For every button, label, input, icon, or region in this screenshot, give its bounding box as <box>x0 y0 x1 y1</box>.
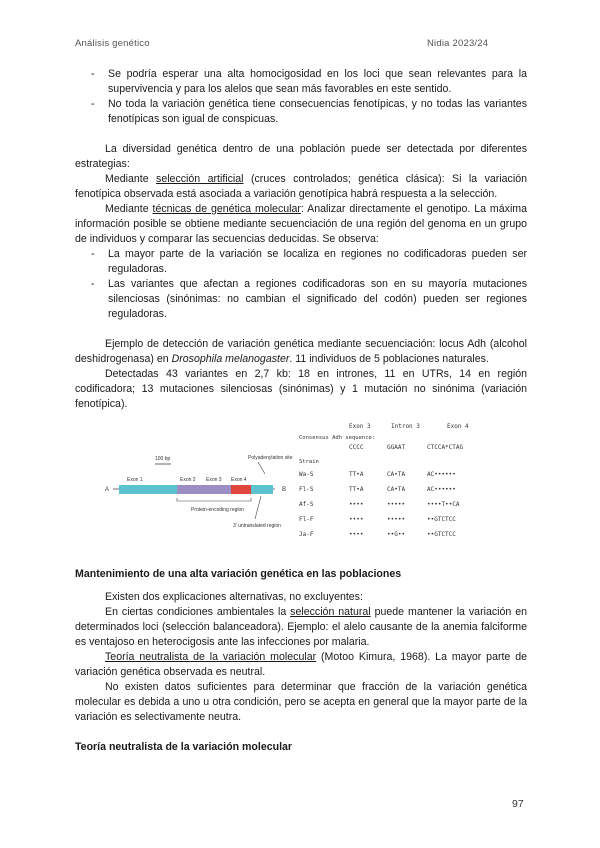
seq-row-strain: Fl-S <box>299 486 314 493</box>
seq-row-col1: TT•A <box>349 471 364 478</box>
seq-row-col2: CA•TA <box>387 471 406 478</box>
section-heading-maintenance: Mantenimiento de una alta variación genética en las poblaciones <box>75 568 402 580</box>
scale-label: 100 bp <box>155 456 171 462</box>
paragraph-detected: Detectadas 43 variantes en 2,7 kb: 18 en intrones, 11 en UTRs, 14 en región codificadora; 13 mutaciones silenciosas (sinónimas) y 1 mutación no sinónima (variación fenotípica). <box>75 368 527 410</box>
seq-group-exon4: Exon 4 <box>447 423 469 430</box>
seq-consensus-col1: CCCC <box>349 444 364 451</box>
seq-row-col2: ••G•• <box>387 531 406 538</box>
seq-row-col3: ••GTCTCC <box>427 516 456 523</box>
adh-figure <box>75 419 527 567</box>
utr-region <box>251 485 273 494</box>
exon-2-region <box>177 485 205 494</box>
seq-row <box>299 531 456 538</box>
seq-row-col3: AC•••••• <box>427 486 456 493</box>
protein-label: Protein-encoding region <box>191 507 245 513</box>
seq-row <box>299 501 460 508</box>
utr-pointer <box>255 496 261 519</box>
seq-consensus-col3: CTCCA*CTAG <box>427 444 464 451</box>
seq-row <box>299 486 456 493</box>
exon-2-label: Exon 2 <box>180 477 196 483</box>
page-number: 97 <box>512 798 524 810</box>
list-item: - La mayor parte de la variación se localiza en regiones no codificadoras pueden ser reguladoras. <box>91 248 527 275</box>
seq-row <box>299 516 456 523</box>
page-content <box>75 67 527 755</box>
paragraph-artificial: Mediante selección artificial (cruces controlados; genética clásica): Si la variación fenotípica observada está asociada a variación genotípica habrá respuesta a la selección. <box>75 173 527 200</box>
exon-4-label: Exon 4 <box>231 477 247 483</box>
seq-row-col3: AC•••••• <box>427 471 456 478</box>
gene-diagram <box>105 455 293 529</box>
paragraph-molecular: Mediante técnicas de genética molecular: Analizar directamente el genotipo. La máxima información posible se obtiene mediante secuenciación de una región del genoma en un grupo de individuos y comparar las secuencias deducidas. Se observa: <box>75 203 528 245</box>
seq-row-strain: Wa-S <box>299 471 314 478</box>
list-item: - No toda la variación genética tiene consecuencias fenotípicas, y no todas las variantes fenotípicas son igual de conspicuas. <box>91 98 527 125</box>
utr-label: 3' untranslated region <box>233 523 281 529</box>
paragraph-insufficient: No existen datos suficientes para determinar que fracción de la variación genética molecular es debida a uno u otra condición, pero se acepta en general que la mayor parte de la variación es selectivamente neutra. <box>75 681 527 723</box>
seq-consensus-label: Consensus Adh sequence: <box>299 435 376 441</box>
exon-4-region <box>231 485 251 494</box>
section-heading-neutral-theory: Teoría neutralista de la variación molecular <box>75 741 293 753</box>
seq-row-col1: •••• <box>349 501 364 508</box>
term-natural-selection: selección natural <box>290 606 371 618</box>
sequence-table <box>299 423 469 538</box>
seq-row-col1: TT•A <box>349 486 364 493</box>
seq-group-intron3: Intron 3 <box>391 423 420 430</box>
exon-1-label: Exon 1 <box>127 477 143 483</box>
seq-row-strain: Fl-F <box>299 516 314 523</box>
paragraph-example: Ejemplo de detección de variación genética mediante secuenciación: locus Adh (alcohol deshidrogenasa) en Drosophila melanogaster. 11 individuos de 5 poblaciones naturales. <box>75 338 527 365</box>
seq-row-col3: ••••T••CA <box>427 501 460 508</box>
header-left: Análisis genético <box>75 38 150 49</box>
seq-row-col2: ••••• <box>387 516 406 523</box>
seq-row-strain: Af-S <box>299 501 314 508</box>
paragraph-natural: En ciertas condiciones ambientales la selección natural puede mantener la variación en determinados loci (selección balanceadora). Ejemplo: el alelo causante de la anemia falciforme es ventajoso en heterocigosis ante las infecciones por malaria. <box>75 606 527 648</box>
seq-row-col1: •••• <box>349 516 364 523</box>
seq-group-exon3: Exon 3 <box>349 423 371 430</box>
polyA-pointer <box>258 462 265 474</box>
adh-figure-svg <box>75 419 527 567</box>
term-neutral-theory: Teoría neutralista de la variación molecular <box>105 651 317 663</box>
seq-row-col2: CA•TA <box>387 486 406 493</box>
seq-row-col2: ••••• <box>387 501 406 508</box>
exon-1-region <box>119 485 177 494</box>
term-artificial-selection: selección artificial <box>156 173 244 185</box>
paragraph-neutral: Teoría neutralista de la variación molecular (Motoo Kimura, 1968). La mayor parte de variación genética observada es neutral. <box>75 651 527 678</box>
seq-row <box>299 471 456 478</box>
exon-3-label: Exon 3 <box>206 477 222 483</box>
five-prime-label: A <box>105 487 110 493</box>
term-molecular-techniques: técnicas de genética molecular <box>152 203 301 215</box>
seq-row-strain: Ja-F <box>299 531 314 538</box>
seq-strain-header: Strain <box>299 459 319 465</box>
list-item: - Se podría esperar una alta homocigosidad en los loci que sean relevantes para la supervivencia y para los alelos que sean más favorables en este sentido. <box>91 68 527 95</box>
seq-row-col1: •••• <box>349 531 364 538</box>
list-item: - Las variantes que afectan a regiones codificadoras son en su mayoría mutaciones silenciosas (sinónimas: no cambian el significado del codón) pueden ser regiones reguladoras. <box>91 278 527 320</box>
exon-3-region <box>205 485 231 494</box>
seq-consensus-col2: GGAAT <box>387 444 406 451</box>
paragraph-diversity: La diversidad genética dentro de una población puede ser detectada por diferentes estrategias: <box>75 143 527 170</box>
paragraph-explanations: Existen dos explicaciones alternativas, no excluyentes: <box>105 591 363 603</box>
intro-bullet-list <box>75 67 527 127</box>
seq-row-col3: ••GTCTCC <box>427 531 456 538</box>
header-right: Nidia 2023/24 <box>427 38 489 49</box>
observed-bullet-list <box>75 247 527 322</box>
protein-bracket <box>177 498 251 501</box>
species-name: Drosophila melanogaster <box>171 353 290 365</box>
three-prime-label: B <box>282 487 287 493</box>
polyA-label: Polyadenylation site <box>248 455 293 461</box>
